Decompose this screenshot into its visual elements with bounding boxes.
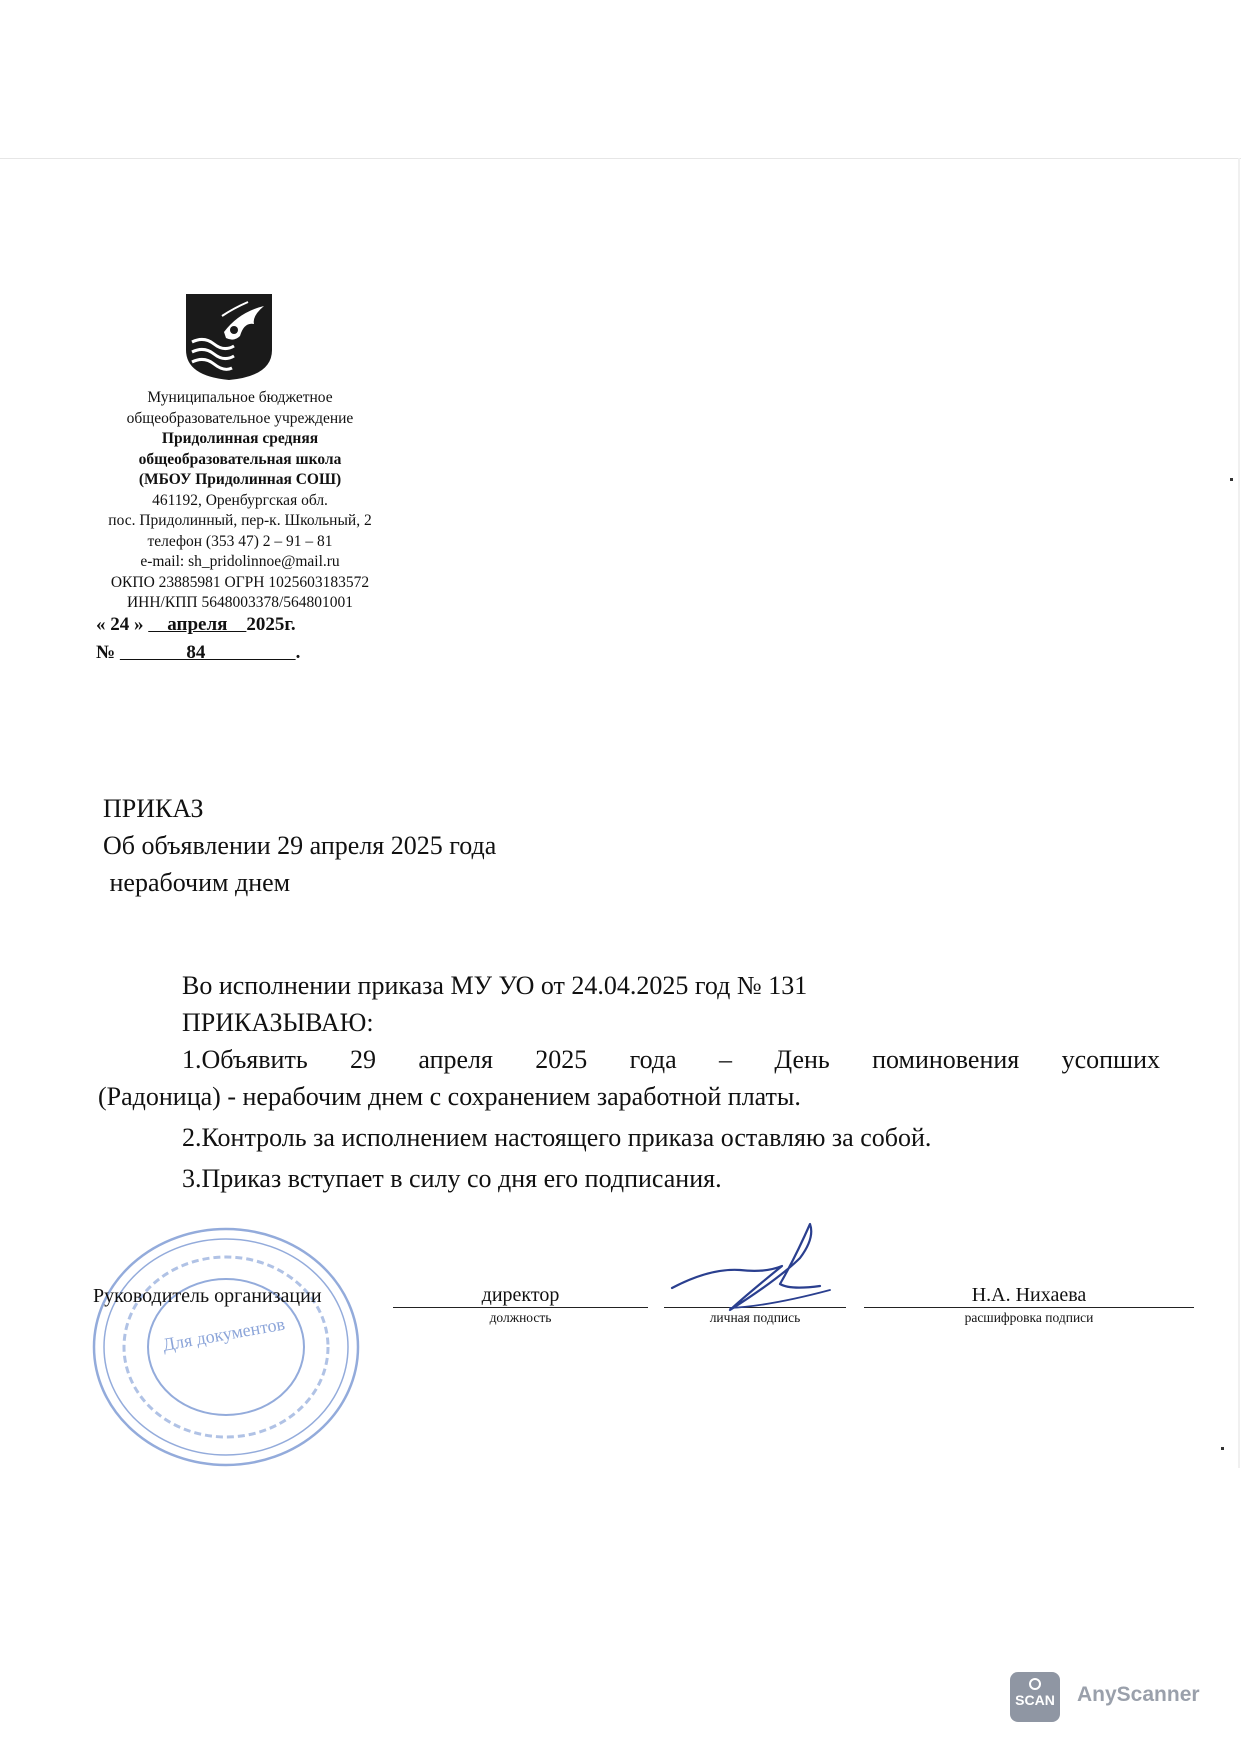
order-word: ПРИКАЗЫВАЮ: [182, 1008, 374, 1037]
scan-speck [1221, 1447, 1224, 1450]
item-2: 2.Контроль за исполнением настоящего приказа оставляю за собой. [182, 1123, 932, 1152]
header-line: пос. Придолинный, пер-к. Школьный, 2 [108, 512, 372, 529]
stamp-inner-text: Для документов [161, 1313, 287, 1355]
document-number [96, 642, 300, 664]
header-line: телефон (353 47) 2 – 91 – 81 [147, 532, 333, 550]
header-line-bold: Придолинная средняя [161, 430, 319, 447]
date-year: 2025г. [246, 614, 296, 635]
header-line: Муниципальное бюджетное [147, 389, 333, 406]
title-line: Об объявлении 29 апреля 2025 года [103, 831, 497, 860]
name-caption: расшифровка подписи [964, 1310, 1094, 1325]
round-seal-stamp [86, 1222, 366, 1472]
scanner-brand: AnyScanner [1077, 1683, 1200, 1706]
document-date [96, 614, 296, 636]
header-line: ОКПО 23885981 ОГРН 1025603183572 [110, 573, 370, 591]
header-line: общеобразовательное учреждение [126, 409, 354, 427]
coat-of-arms-icon [184, 292, 274, 382]
preamble: Во исполнении приказа МУ УО от 24.04.2025 год № 131 [182, 971, 808, 1000]
title-line: ПРИКАЗ [103, 794, 204, 823]
header-line: 461192, Оренбургская обл. [152, 491, 328, 509]
signature-row-label: Руководитель организации [93, 1285, 322, 1307]
number-end: . [295, 642, 301, 663]
scanner-logo-text: SCAN [1015, 1692, 1055, 1708]
header-line-bold: общеобразовательная школа [138, 450, 342, 468]
item-1-line-2: (Радоница) - нерабочим днем с сохранением заработной платы. [98, 1082, 801, 1111]
number-value: 84 [119, 642, 296, 663]
position-field: директор [393, 1283, 648, 1308]
number-prefix: № [96, 642, 116, 663]
header-line: e-mail: sh_pridolinnoe@mail.ru [140, 553, 340, 570]
organization-header [70, 388, 410, 614]
scan-page-edge-right [1238, 158, 1240, 1468]
scanner-logo-icon [1010, 1672, 1060, 1722]
date-month: апреля [148, 614, 247, 635]
item-3: 3.Приказ вступает в силу со дня его подписания. [182, 1164, 722, 1193]
position-caption: должность [489, 1310, 552, 1325]
header-line-bold: (МБОУ Придолинная СОШ) [138, 471, 342, 488]
item-1-line-1: 1.Объявить 29 апреля 2025 года – День поминовения усопших [182, 1045, 1160, 1074]
scan-speck [1230, 478, 1233, 481]
name-field: Н.А. Нихаева [864, 1283, 1194, 1308]
order-body [98, 967, 1160, 1197]
header-line: ИНН/КПП 5648003378/564801001 [126, 594, 354, 611]
signature-caption: личная подпись [709, 1310, 801, 1325]
date-day: « 24 » [96, 614, 144, 635]
title-line: нерабочим днем [103, 868, 291, 897]
handwritten-signature [670, 1218, 840, 1318]
order-title [103, 790, 496, 901]
